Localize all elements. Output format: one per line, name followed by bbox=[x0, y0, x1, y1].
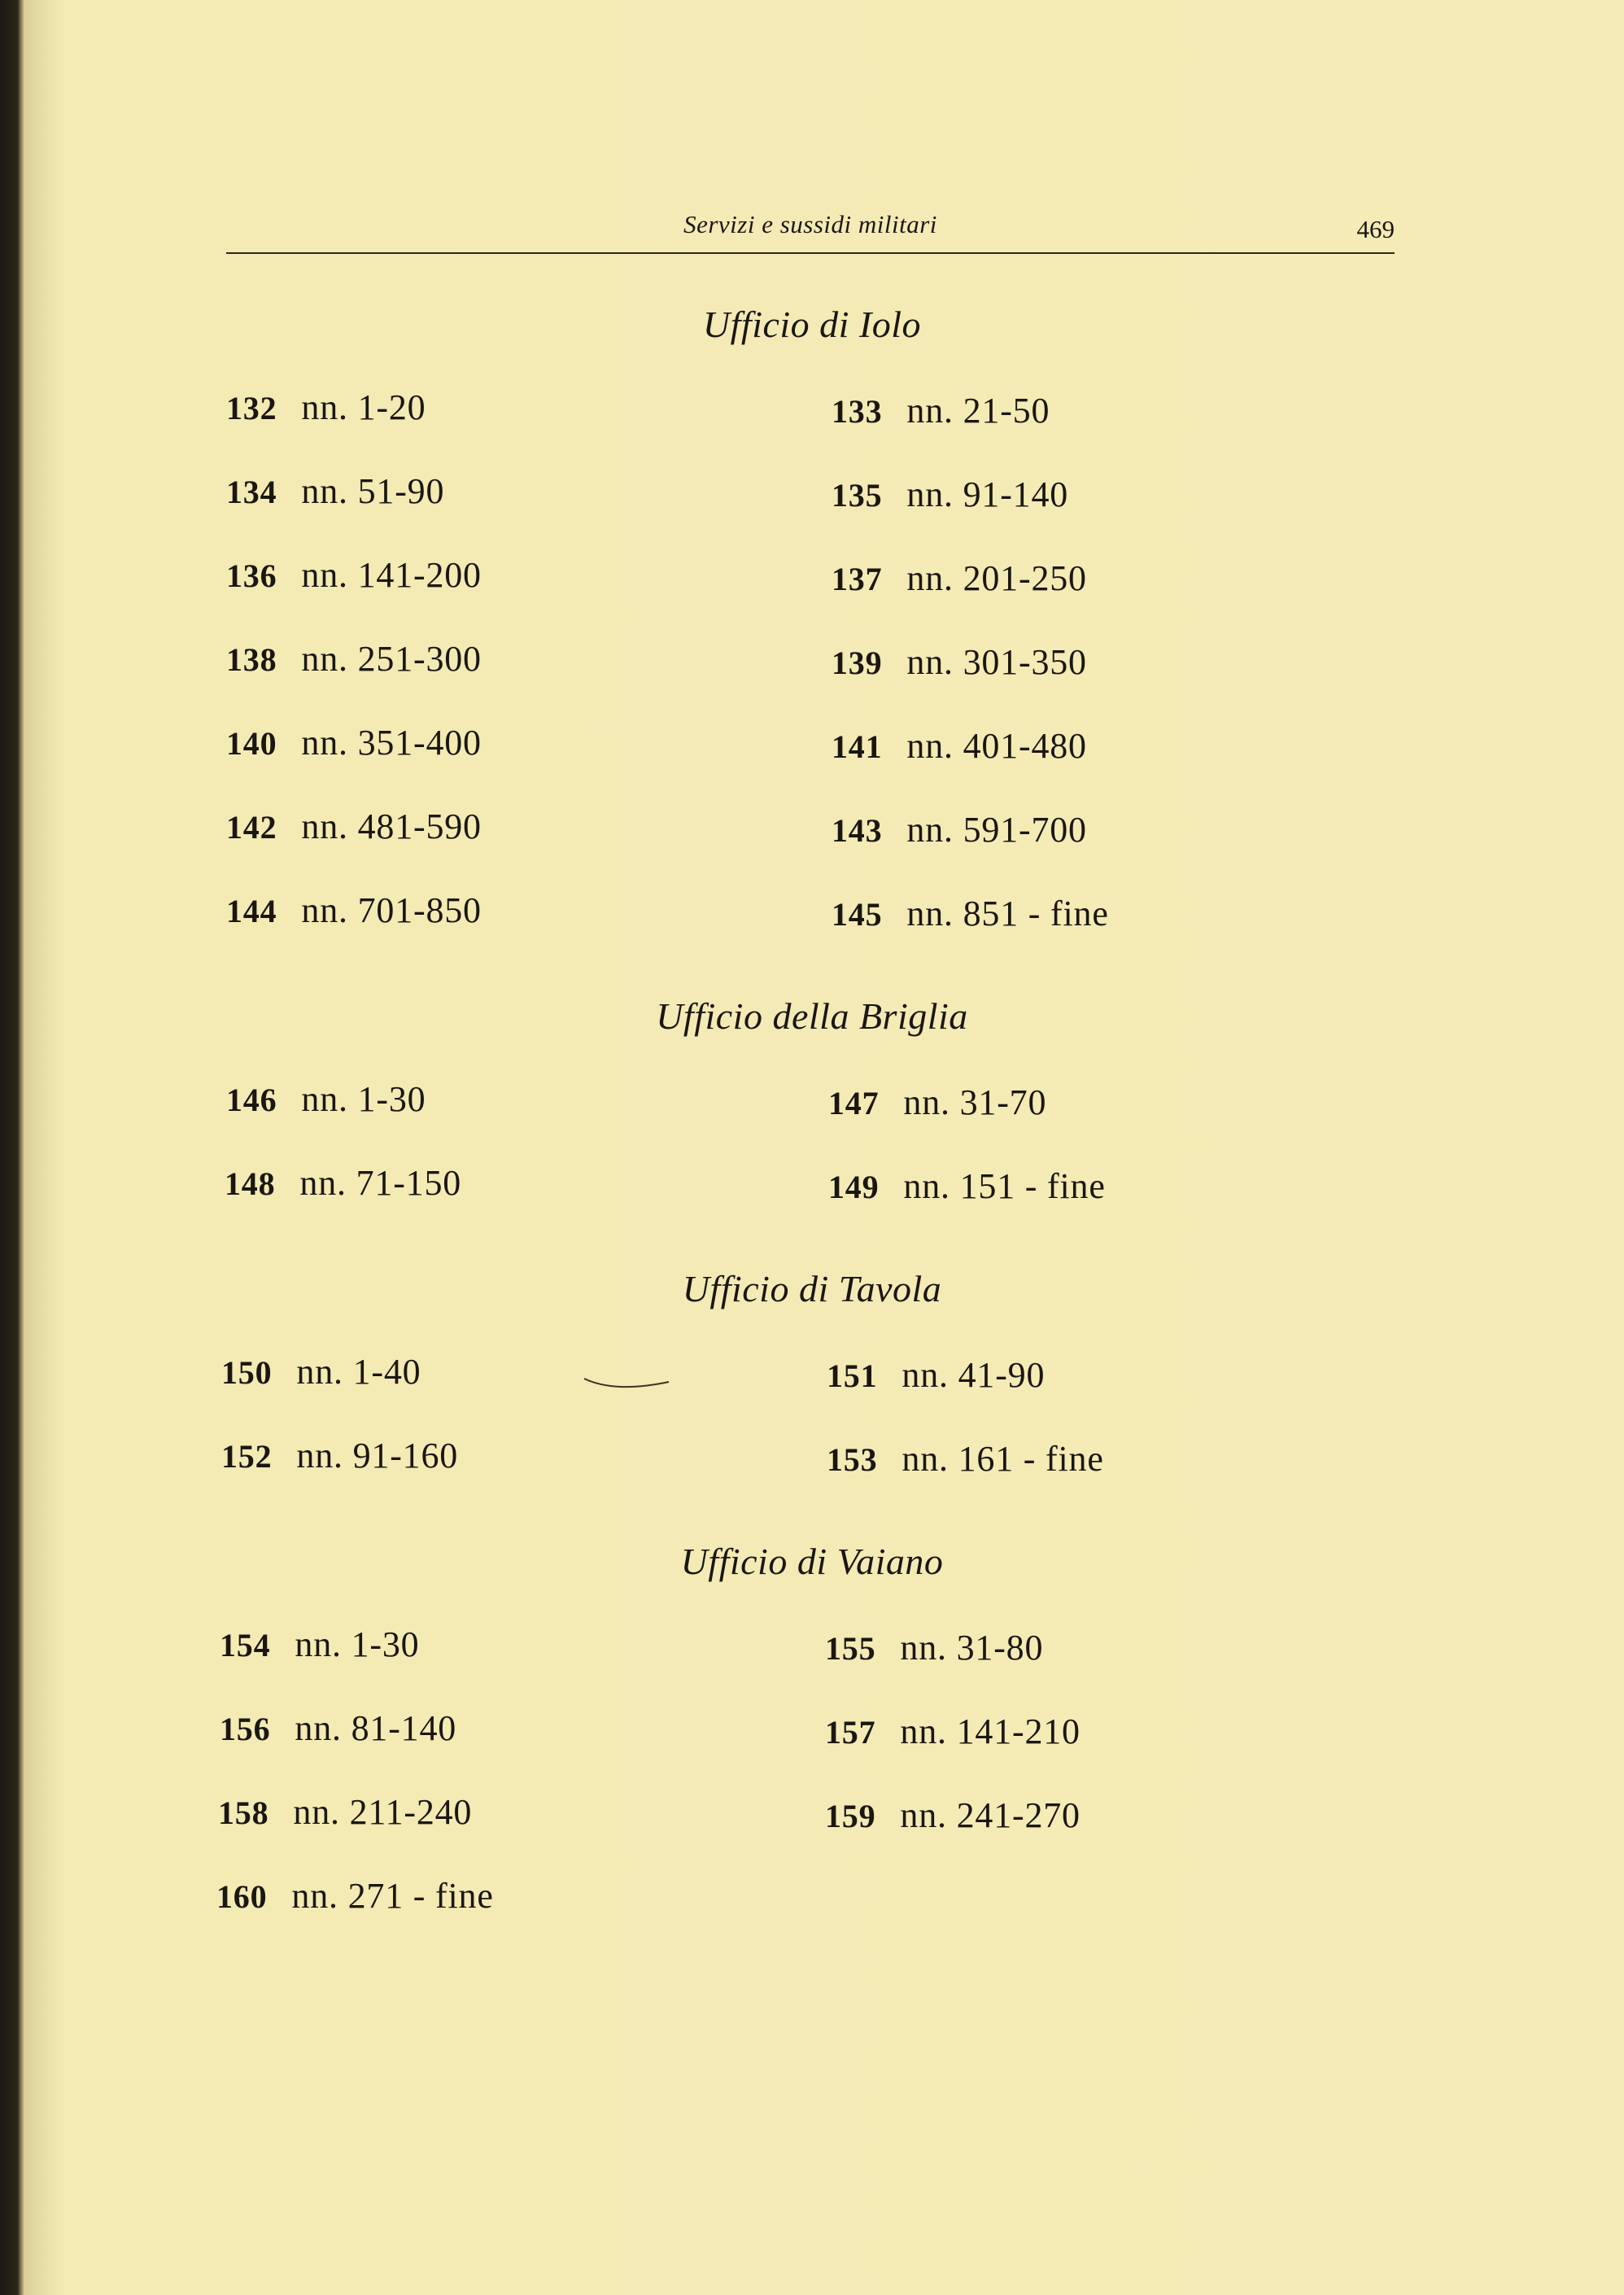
entry-148 bbox=[225, 1162, 461, 1204]
entry-151 bbox=[827, 1354, 1045, 1396]
entry-range: nn. 351-400 bbox=[301, 723, 482, 763]
entry-number: 139 bbox=[832, 645, 883, 681]
entry-range: nn. 241-270 bbox=[900, 1795, 1080, 1835]
entry-147 bbox=[828, 1082, 1046, 1123]
entry-range: nn. 251-300 bbox=[301, 639, 482, 679]
entry-number: 153 bbox=[827, 1441, 878, 1478]
entry-number: 136 bbox=[226, 557, 277, 594]
entry-range: nn. 161 - fine bbox=[901, 1439, 1104, 1479]
ink-mark bbox=[583, 1375, 672, 1395]
entry-range: nn. 1-30 bbox=[295, 1624, 420, 1664]
entry-number: 151 bbox=[827, 1357, 878, 1394]
entry-range: nn. 401-480 bbox=[906, 726, 1087, 766]
entry-range: nn. 301-350 bbox=[906, 642, 1087, 682]
entry-number: 141 bbox=[832, 728, 883, 765]
entry-140 bbox=[226, 722, 482, 763]
entry-138 bbox=[226, 638, 482, 680]
entry-range: nn. 141-200 bbox=[301, 555, 482, 595]
section-title-briglia: Ufficio della Briglia bbox=[656, 995, 968, 1037]
entry-136 bbox=[226, 554, 482, 596]
section-title-iolo: Ufficio di Iolo bbox=[702, 304, 922, 345]
entry-number: 159 bbox=[825, 1798, 876, 1834]
entry-139 bbox=[832, 641, 1087, 683]
entry-number: 135 bbox=[832, 477, 883, 514]
entry-number: 157 bbox=[825, 1714, 876, 1751]
entry-number: 133 bbox=[832, 393, 883, 430]
entry-range: nn. 91-140 bbox=[906, 474, 1069, 514]
entry-number: 149 bbox=[828, 1169, 880, 1205]
entry-152 bbox=[221, 1435, 458, 1476]
entry-154 bbox=[220, 1624, 419, 1665]
entry-number: 160 bbox=[216, 1878, 268, 1915]
entry-number: 140 bbox=[226, 725, 277, 762]
entry-132 bbox=[226, 387, 426, 428]
entry-158 bbox=[218, 1791, 472, 1833]
entry-143 bbox=[832, 809, 1087, 850]
entry-135 bbox=[832, 474, 1068, 515]
entry-141 bbox=[832, 725, 1087, 767]
entry-number: 138 bbox=[226, 641, 277, 678]
entry-number: 142 bbox=[226, 809, 277, 846]
entry-range: nn. 211-240 bbox=[293, 1792, 473, 1832]
entry-number: 155 bbox=[825, 1630, 876, 1667]
entry-range: nn. 1-30 bbox=[301, 1079, 426, 1119]
page-header bbox=[226, 203, 1395, 254]
entry-number: 143 bbox=[832, 812, 883, 849]
entry-range: nn. 481-590 bbox=[301, 807, 482, 846]
entry-number: 137 bbox=[832, 561, 883, 597]
entry-range: nn. 151 - fine bbox=[903, 1166, 1106, 1206]
entry-142 bbox=[226, 806, 482, 847]
entry-133 bbox=[832, 390, 1050, 431]
entry-149 bbox=[828, 1165, 1106, 1207]
entry-range: nn. 271 - fine bbox=[291, 1876, 494, 1916]
entry-range: nn. 51-90 bbox=[301, 471, 445, 511]
section-title-tavola: Ufficio di Tavola bbox=[682, 1268, 942, 1309]
entry-146 bbox=[226, 1078, 426, 1120]
entry-number: 144 bbox=[226, 893, 277, 929]
entry-range: nn. 201-250 bbox=[906, 558, 1087, 598]
entry-number: 158 bbox=[218, 1794, 269, 1831]
entry-range: nn. 91-160 bbox=[296, 1436, 459, 1475]
entry-range: nn. 591-700 bbox=[906, 810, 1087, 850]
entry-range: nn. 1-20 bbox=[301, 387, 426, 427]
entry-range: nn. 141-210 bbox=[900, 1711, 1080, 1751]
entry-137 bbox=[832, 557, 1087, 599]
entry-number: 147 bbox=[828, 1085, 880, 1121]
entry-number: 154 bbox=[220, 1627, 271, 1663]
entry-range: nn. 701-850 bbox=[301, 890, 482, 930]
entry-134 bbox=[226, 470, 444, 512]
entry-range: nn. 31-80 bbox=[900, 1628, 1044, 1668]
entry-range: nn. 81-140 bbox=[295, 1708, 457, 1748]
entry-range: nn. 21-50 bbox=[906, 391, 1050, 431]
entry-range: nn. 851 - fine bbox=[906, 894, 1109, 933]
entry-number: 152 bbox=[221, 1438, 273, 1475]
entry-number: 156 bbox=[220, 1711, 271, 1747]
entry-number: 134 bbox=[226, 474, 277, 510]
entry-160 bbox=[216, 1875, 494, 1917]
entry-range: nn. 31-70 bbox=[903, 1082, 1047, 1122]
entry-number: 146 bbox=[226, 1082, 277, 1118]
entry-150 bbox=[221, 1351, 421, 1392]
entry-range: nn. 41-90 bbox=[901, 1355, 1046, 1395]
entry-number: 132 bbox=[226, 390, 277, 426]
entry-number: 145 bbox=[832, 896, 883, 933]
entry-157 bbox=[825, 1711, 1080, 1752]
entry-144 bbox=[226, 890, 482, 931]
running-title: Servizi e sussidi militari bbox=[683, 210, 937, 238]
entry-number: 148 bbox=[225, 1165, 276, 1202]
entry-156 bbox=[220, 1707, 456, 1749]
entry-range: nn. 1-40 bbox=[296, 1352, 421, 1392]
entry-159 bbox=[825, 1794, 1080, 1836]
entry-153 bbox=[827, 1438, 1104, 1480]
page-number: 469 bbox=[1356, 215, 1395, 243]
entry-155 bbox=[825, 1627, 1043, 1668]
entry-range: nn. 71-150 bbox=[299, 1163, 462, 1203]
entry-145 bbox=[832, 893, 1109, 934]
entry-number: 150 bbox=[221, 1354, 273, 1391]
section-title-vaiano: Ufficio di Vaiano bbox=[680, 1541, 944, 1582]
